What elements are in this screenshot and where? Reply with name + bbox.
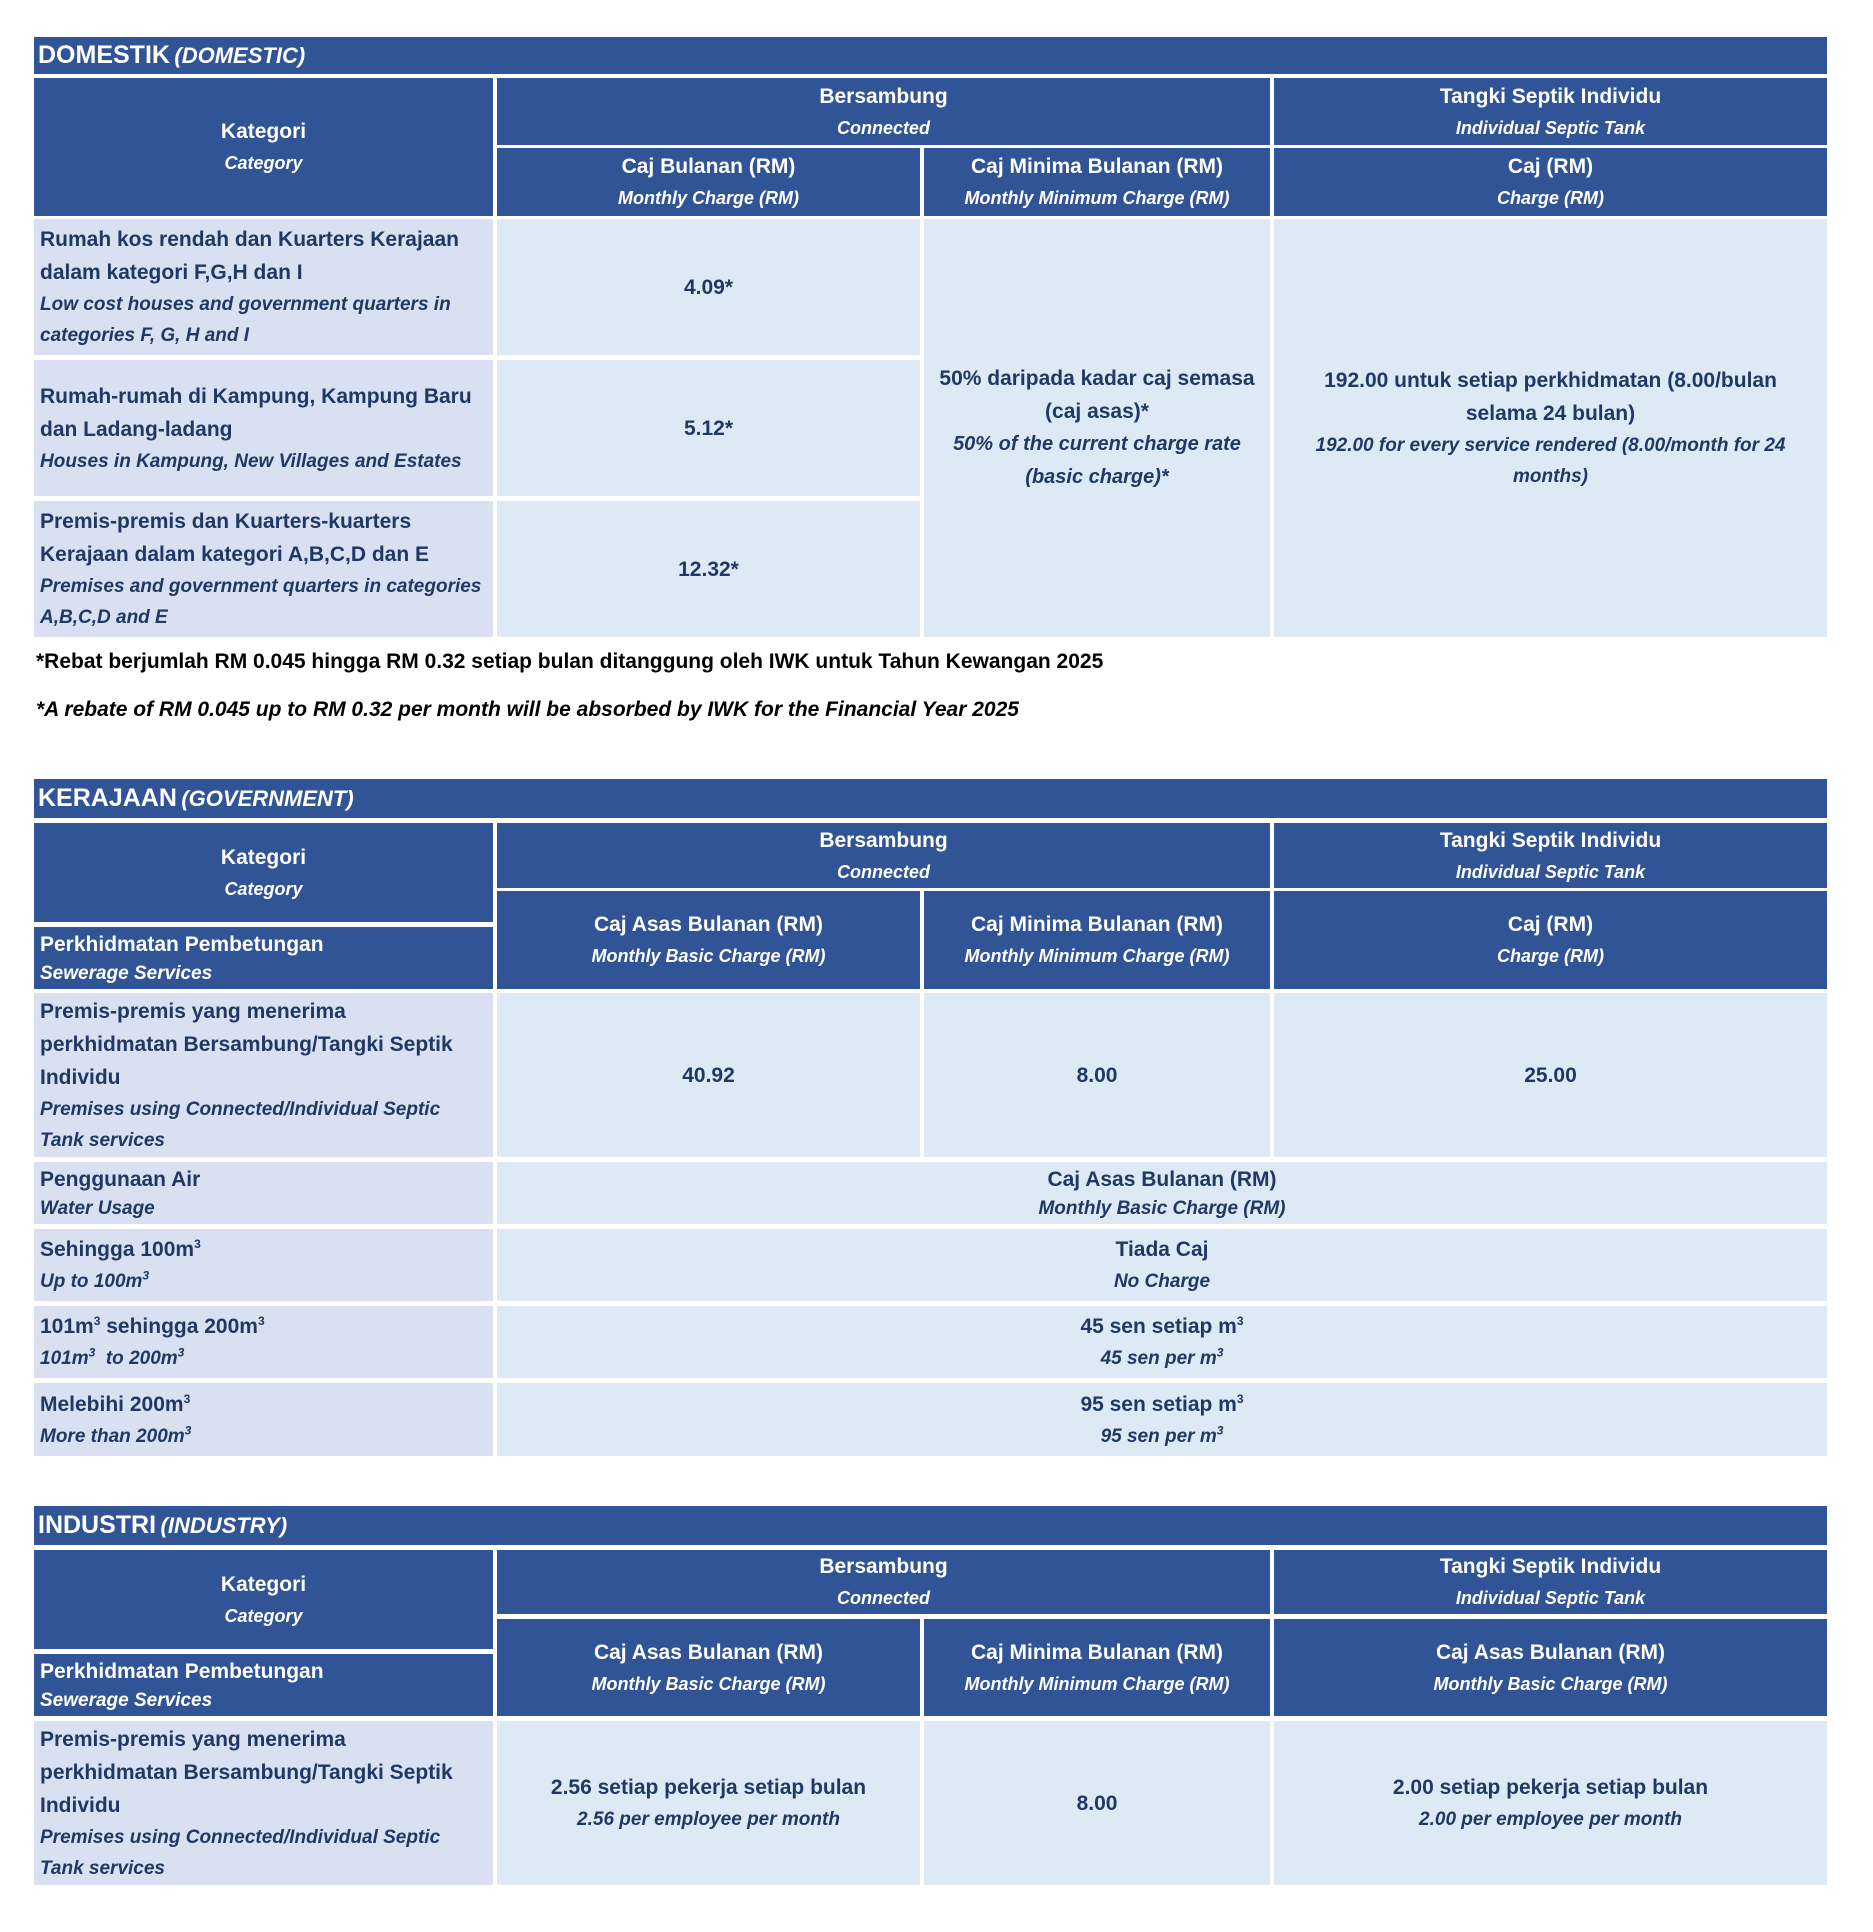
septic-label-en: Individual Septic Tank bbox=[1455, 861, 1646, 882]
minimum-charge-value: 8.00 bbox=[1076, 1063, 1118, 1087]
water-tier-ms bbox=[40, 1388, 190, 1422]
septic-charge-text-en: 192.00 for every service rendered (8.00/month for 24 months) bbox=[1315, 435, 1786, 487]
septic-label-ms: Tangki Septik Individu bbox=[1439, 1555, 1662, 1578]
minimum-charge-en: Monthly Minimum Charge (RM) bbox=[964, 188, 1230, 208]
basic-charge-value: 40.92 bbox=[682, 1063, 735, 1087]
superscript: 3 bbox=[142, 1268, 150, 1283]
footnote-ms: *Rebat berjumlah RM 0.045 hingga RM 0.32 setiap bulan ditanggung oleh IWK untuk Tahun Kewangan 2025 bbox=[36, 650, 1104, 673]
industry-connected-header bbox=[497, 1550, 1270, 1614]
domestic-minimum-charge-value bbox=[924, 219, 1270, 637]
minimum-charge-en: Monthly Minimum Charge (RM) bbox=[964, 946, 1230, 966]
sewerage-label-ms: Perkhidmatan Pembetungan bbox=[40, 1659, 324, 1683]
tier-charge-ms bbox=[1080, 1388, 1243, 1422]
category-text-en: Premises and government quarters in categories A,B,C,D and E bbox=[40, 576, 482, 628]
government-septic-header bbox=[1274, 823, 1827, 888]
minimum-charge-ms: Caj Minima Bulanan (RM) bbox=[970, 155, 1223, 178]
basic-charge-ms: Caj Asas Bulanan (RM) bbox=[593, 913, 824, 936]
superscript: 3 bbox=[1236, 1391, 1244, 1406]
superscript: 3 bbox=[1216, 1423, 1224, 1438]
basic-charge-text-ms: 2.56 setiap pekerja setiap bulan bbox=[550, 1776, 867, 1799]
government-basic-charge-header bbox=[497, 891, 920, 989]
tier-charge-text: 95 sen setiap m bbox=[1080, 1392, 1237, 1416]
water-usage-en: Water Usage bbox=[40, 1197, 155, 1219]
category-label-ms: Kategori bbox=[220, 845, 307, 869]
water-tier-charge bbox=[497, 1306, 1827, 1378]
government-minimum-charge-value bbox=[924, 993, 1270, 1157]
sewerage-label-en: Sewerage Services bbox=[40, 962, 213, 984]
category-label-ms: Kategori bbox=[220, 1572, 307, 1596]
septic-charge-value: 25.00 bbox=[1524, 1063, 1577, 1087]
water-tier-label bbox=[34, 1306, 493, 1378]
government-category-header bbox=[34, 823, 493, 922]
monthly-charge-value: 5.12* bbox=[683, 416, 734, 440]
government-water-charge-header bbox=[497, 1162, 1827, 1224]
tier-charge-text: 45 sen setiap m bbox=[1080, 1315, 1237, 1338]
tier-charge-en bbox=[1101, 1422, 1224, 1452]
tier-charge-en: No Charge bbox=[1113, 1271, 1211, 1292]
government-septic-charge-header bbox=[1274, 891, 1827, 989]
water-tier-ms bbox=[40, 1233, 201, 1267]
government-title: KERAJAAN bbox=[38, 784, 177, 812]
minimum-charge-text-ms: 50% daripada kadar caj semasa (caj asas)* bbox=[939, 367, 1255, 423]
charge-ms: Caj (RM) bbox=[1507, 155, 1594, 178]
monthly-charge-ms: Caj Bulanan (RM) bbox=[621, 155, 796, 178]
water-tier-label bbox=[34, 1383, 493, 1456]
superscript: 3 bbox=[93, 1314, 101, 1328]
category-text-ms: Rumah kos rendah dan Kuarters Kerajaan dalam kategori F,G,H dan I bbox=[40, 228, 459, 284]
domestic-title-en: (DOMESTIC) bbox=[174, 43, 306, 68]
connected-label-ms: Bersambung bbox=[819, 84, 948, 108]
tier-text: Up to 100m bbox=[40, 1271, 143, 1292]
tier-text: 101m bbox=[40, 1315, 94, 1338]
domestic-row-category bbox=[34, 360, 493, 496]
domestic-septic-header bbox=[1274, 78, 1827, 145]
connected-label-ms: Bersambung bbox=[819, 1555, 948, 1578]
water-tier-en bbox=[40, 1422, 191, 1452]
tier-charge-text: 95 sen per m bbox=[1100, 1425, 1217, 1447]
septic-charge-text-ms: 192.00 untuk setiap perkhidmatan (8.00/bulan selama 24 bulan) bbox=[1324, 369, 1777, 425]
water-tier-en bbox=[40, 1344, 184, 1374]
category-text-en: Houses in Kampung, New Villages and Estates bbox=[40, 450, 462, 472]
monthly-charge-value: 12.32* bbox=[678, 557, 739, 581]
government-sewerage-header bbox=[34, 927, 493, 989]
government-water-usage-label bbox=[34, 1162, 493, 1224]
superscript: 3 bbox=[1236, 1314, 1244, 1328]
domestic-row-monthly-charge bbox=[497, 501, 920, 637]
superscript: 3 bbox=[177, 1345, 185, 1360]
superscript: 3 bbox=[184, 1423, 192, 1438]
superscript: 3 bbox=[1216, 1345, 1224, 1360]
domestic-row-monthly-charge bbox=[497, 219, 920, 355]
government-basic-charge-value bbox=[497, 993, 920, 1157]
category-text-en: Low cost houses and government quarters in categories F, G, H and I bbox=[40, 294, 451, 346]
government-title-bar bbox=[34, 779, 1827, 818]
monthly-charge-en: Monthly Charge (RM) bbox=[618, 188, 799, 208]
basic-charge-text-en: 2.56 per employee per month bbox=[577, 1809, 840, 1830]
category-text-ms: Premis-premis dan Kuarters-kuarters Kerajaan dalam kategori A,B,C,D dan E bbox=[40, 510, 430, 566]
superscript: 3 bbox=[88, 1345, 96, 1360]
domestic-row-monthly-charge bbox=[497, 360, 920, 496]
industry-title: INDUSTRI bbox=[38, 1511, 157, 1539]
water-tier-en bbox=[40, 1267, 149, 1297]
domestic-connected-header bbox=[497, 78, 1270, 145]
connected-label-en: Connected bbox=[836, 1588, 930, 1608]
septic-charge-text-en: 2.00 per employee per month bbox=[1419, 1809, 1682, 1830]
minimum-charge-value: 8.00 bbox=[1076, 1791, 1118, 1815]
water-tier-ms bbox=[40, 1310, 265, 1344]
category-text-ms: Premis-premis yang menerima perkhidmatan Bersambung/Tangki Septik Individu bbox=[40, 999, 453, 1089]
charge-en: Charge (RM) bbox=[1497, 188, 1604, 208]
industry-septic-charge-value bbox=[1274, 1721, 1827, 1885]
connected-label-en: Connected bbox=[836, 861, 930, 882]
industry-sewerage-header bbox=[34, 1654, 493, 1716]
septic-label-ms: Tangki Septik Individu bbox=[1439, 828, 1662, 852]
domestic-monthly-charge-header bbox=[497, 148, 920, 216]
domestic-minimum-charge-header bbox=[924, 148, 1270, 216]
industry-title-bar bbox=[34, 1506, 1827, 1545]
charge-en: Charge (RM) bbox=[1497, 946, 1604, 966]
tier-text: Sehingga 100m bbox=[40, 1238, 195, 1261]
water-tier-charge bbox=[497, 1383, 1827, 1456]
domestic-title-bar bbox=[34, 37, 1827, 74]
tier-text: Melebihi 200m bbox=[40, 1392, 184, 1416]
minimum-charge-text-en: 50% of the current charge rate (basic charge)* bbox=[953, 433, 1241, 488]
category-label-en: Category bbox=[224, 153, 303, 173]
category-text-ms: Premis-premis yang menerima perkhidmatan Bersambung/Tangki Septik Individu bbox=[40, 1727, 453, 1817]
minimum-charge-ms: Caj Minima Bulanan (RM) bbox=[970, 1640, 1223, 1664]
septic-basic-charge-en: Monthly Basic Charge (RM) bbox=[1433, 1673, 1668, 1694]
government-septic-charge-value bbox=[1274, 993, 1827, 1157]
tier-text: 101m bbox=[40, 1348, 89, 1369]
domestic-row-category bbox=[34, 501, 493, 637]
tier-text: to 200m bbox=[95, 1348, 178, 1369]
water-charge-header-en: Monthly Basic Charge (RM) bbox=[1038, 1197, 1286, 1219]
connected-label-ms: Bersambung bbox=[819, 828, 948, 852]
domestic-title: DOMESTIK bbox=[38, 41, 170, 69]
government-title-en: (GOVERNMENT) bbox=[181, 786, 354, 811]
basic-charge-en: Monthly Basic Charge (RM) bbox=[591, 1673, 826, 1694]
government-connected-header bbox=[497, 823, 1270, 888]
tier-charge-ms bbox=[1080, 1310, 1243, 1344]
government-minimum-charge-header bbox=[924, 891, 1270, 989]
superscript: 3 bbox=[183, 1391, 191, 1406]
water-usage-ms: Penggunaan Air bbox=[40, 1167, 201, 1191]
tier-text: More than 200m bbox=[40, 1425, 185, 1447]
domestic-septic-charge-header bbox=[1274, 148, 1827, 216]
industry-title-en: (INDUSTRY) bbox=[160, 1513, 288, 1538]
basic-charge-ms: Caj Asas Bulanan (RM) bbox=[593, 1640, 824, 1664]
tier-text: sehingga 200m bbox=[100, 1315, 258, 1338]
water-charge-header-ms: Caj Asas Bulanan (RM) bbox=[1047, 1167, 1277, 1191]
industry-minimum-charge-value bbox=[924, 1721, 1270, 1885]
septic-basic-charge-ms: Caj Asas Bulanan (RM) bbox=[1435, 1640, 1666, 1664]
sewerage-label-en: Sewerage Services bbox=[40, 1689, 213, 1711]
minimum-charge-en: Monthly Minimum Charge (RM) bbox=[964, 1673, 1230, 1694]
basic-charge-en: Monthly Basic Charge (RM) bbox=[591, 946, 826, 966]
category-label-en: Category bbox=[224, 1605, 303, 1626]
category-label-en: Category bbox=[224, 878, 303, 899]
sewerage-label-ms: Perkhidmatan Pembetungan bbox=[40, 932, 324, 956]
superscript: 3 bbox=[194, 1237, 201, 1251]
domestic-septic-charge-value bbox=[1274, 219, 1827, 637]
tier-charge-ms: Tiada Caj bbox=[1115, 1238, 1209, 1261]
domestic-category-header bbox=[34, 78, 493, 216]
domestic-row-category bbox=[34, 219, 493, 355]
industry-premis-category bbox=[34, 1721, 493, 1885]
category-label-ms: Kategori bbox=[220, 120, 307, 143]
category-text-ms: Rumah-rumah di Kampung, Kampung Baru dan Ladang-ladang bbox=[40, 384, 472, 441]
minimum-charge-ms: Caj Minima Bulanan (RM) bbox=[970, 913, 1223, 936]
industry-category-header bbox=[34, 1550, 493, 1649]
category-text-en: Premises using Connected/Individual Septic Tank services bbox=[40, 1826, 441, 1879]
footnote-en: *A rebate of RM 0.045 up to RM 0.32 per month will be absorbed by IWK for the Financial Year 2025 bbox=[36, 698, 1019, 721]
industry-minimum-charge-header bbox=[924, 1619, 1270, 1716]
septic-label-en: Individual Septic Tank bbox=[1455, 117, 1646, 138]
government-premis-category bbox=[34, 993, 493, 1157]
septic-charge-text-ms: 2.00 setiap pekerja setiap bulan bbox=[1392, 1776, 1709, 1799]
water-tier-charge bbox=[497, 1229, 1827, 1301]
superscript: 3 bbox=[257, 1314, 265, 1328]
tier-charge-text: 45 sen per m bbox=[1100, 1348, 1217, 1369]
water-tier-label bbox=[34, 1229, 493, 1301]
charge-ms: Caj (RM) bbox=[1507, 913, 1594, 936]
category-text-en: Premises using Connected/Individual Septic Tank services bbox=[40, 1098, 441, 1151]
septic-label-ms: Tangki Septik Individu bbox=[1439, 84, 1662, 108]
industry-basic-charge-header bbox=[497, 1619, 920, 1716]
tier-charge-en bbox=[1101, 1344, 1224, 1374]
monthly-charge-value: 4.09* bbox=[683, 275, 734, 299]
industry-septic-header bbox=[1274, 1550, 1827, 1614]
industry-septic-basic-header bbox=[1274, 1619, 1827, 1716]
industry-basic-charge-value bbox=[497, 1721, 920, 1885]
connected-label-en: Connected bbox=[836, 117, 930, 138]
septic-label-en: Individual Septic Tank bbox=[1455, 1588, 1646, 1608]
